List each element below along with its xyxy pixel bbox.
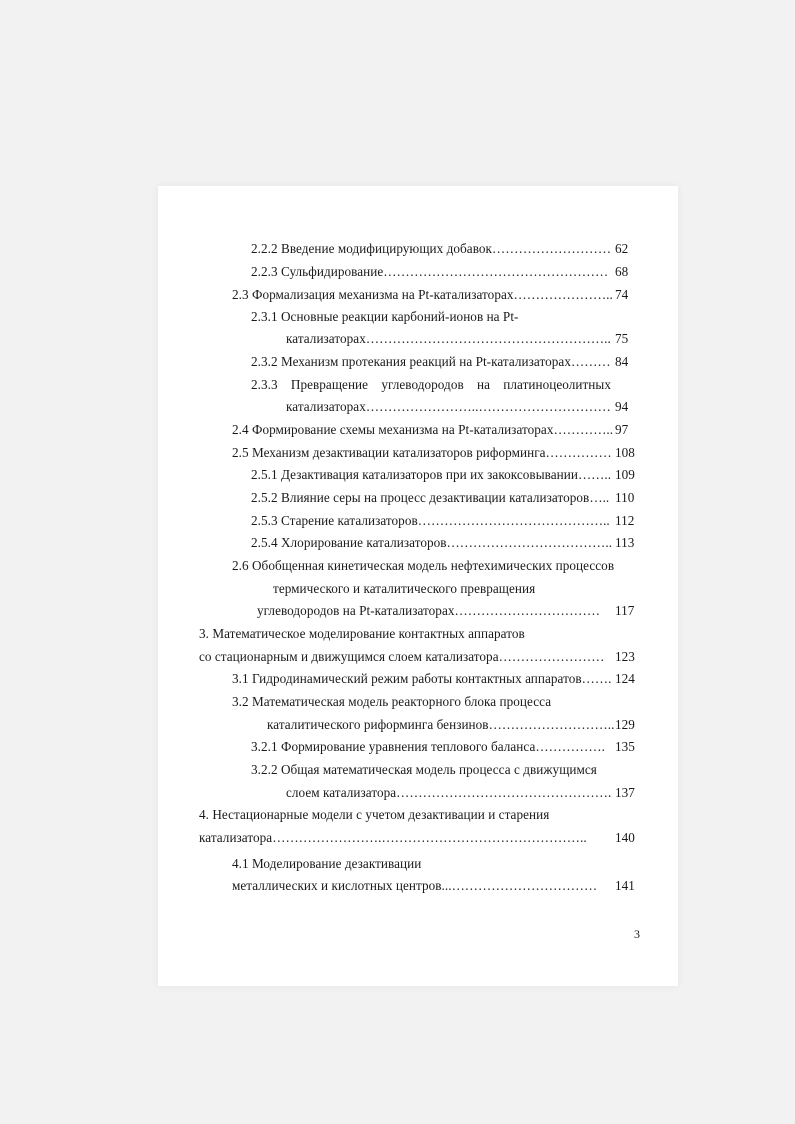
toc-page-number: 74 [615,287,629,302]
toc-word: углеводородов [381,377,464,392]
toc-entry: катализаторах……………………………………………….. [286,331,611,346]
toc-page-number: 94 [615,399,629,414]
toc-page-number: 141 [615,878,635,893]
toc-entry: 2.5.3 Старение катализаторов…………………………………….. [251,513,610,528]
toc-page-number: 124 [615,671,635,686]
toc-entry: 4. Нестационарные модели с учетом дезактивации и старения [199,807,550,822]
toc-page-number: 110 [615,490,635,505]
toc-entry: 2.6 Обобщенная кинетическая модель нефтехимических процессов [232,558,615,573]
page-number: 3 [634,927,640,941]
toc-entry: 2.3.2 Механизм протекания реакций на Pt-катализаторах……… [251,354,611,369]
toc-entry: катализаторах……………………..………………………… [286,399,611,414]
toc-page-number: 68 [615,264,629,279]
toc-entry: 2.5 Механизм дезактивации катализаторов риформинга…………… [232,445,612,460]
toc-entry: 3.2.1 Формирование уравнения теплового баланса……………. [251,739,605,754]
toc-page-number: 84 [615,354,629,369]
toc-page-number: 123 [615,649,635,664]
toc-page-number: 97 [615,422,629,437]
toc-entry: 2.4 Формирование схемы механизма на Pt-катализаторах………….. [232,422,614,437]
toc-page-number: 112 [615,513,635,528]
toc-page-number: 140 [615,830,635,845]
toc-page-number: 62 [615,241,629,256]
toc-word: 2.3.3 [251,377,278,392]
toc-entry: металлических и кислотных центров...…………………………… [232,878,598,893]
toc-entry: 2.2.2 Введение модифицирующих добавок……………………… [251,241,612,256]
toc-entry: 2.5.1 Дезактивация катализаторов при их закоксовывании…….. [251,467,612,482]
toc-entry: 2.5.4 Хлорирование катализаторов……………………………….. [251,535,613,550]
toc-entry: слоем катализатора…………………………………………. [286,785,612,800]
toc-page-number: 109 [615,467,635,482]
toc-word: платиноцеолитных [503,377,611,392]
toc-entry: катализатора…………………….……………………………………….. [199,830,587,845]
toc-entry: 2.2.3 Сульфидирование…………………………………………… [251,264,609,279]
toc-entry: со стационарным и движущимся слоем катализатора…………………… [199,649,605,664]
toc-page-number: 75 [615,331,629,346]
toc-page-number: 108 [615,445,635,460]
toc-page-number: 113 [615,535,635,550]
toc-page-number: 129 [615,717,635,732]
toc-entry: 2.3 Формализация механизма на Pt-катализаторах………………….. [232,287,613,302]
toc-entry: 3. Математическое моделирование контактных аппаратов [199,626,525,641]
toc-entry: 2.5.2 Влияние серы на процесс дезактивации катализаторов….. [251,490,610,505]
toc-entry: 2.3.1 Основные реакции карбоний-ионов на Pt- [251,309,519,324]
toc-entry: каталитического риформинга бензинов……………………….. [267,717,615,732]
toc-word: Превращение [290,377,369,392]
toc-entry: углеводородов на Pt-катализаторах…………………………… [257,603,601,618]
toc-page-number: 135 [615,739,635,754]
toc-entry-justified [251,377,611,393]
toc-word: на [477,377,491,392]
toc-entry: 3.1 Гидродинамический режим работы контактных аппаратов……. [232,671,612,686]
toc-entry: 4.1 Моделирование дезактивации [232,856,422,871]
toc-page-number: 137 [615,785,635,800]
toc-page-number: 117 [615,603,635,618]
toc-entry: 3.2 Математическая модель реакторного блока процесса [232,694,552,709]
toc-entry: термического и каталитического превращения [273,581,536,596]
toc-entry: 3.2.2 Общая математическая модель процесса с движущимся [251,762,597,777]
